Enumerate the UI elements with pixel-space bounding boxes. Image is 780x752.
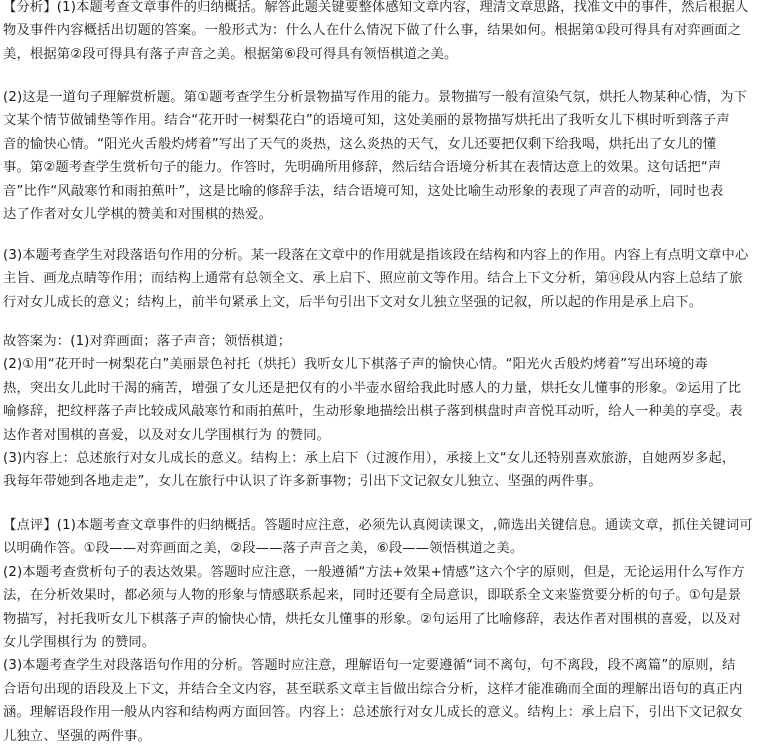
text-line: 女儿学围棋行为 的赞同。: [3, 635, 156, 651]
text-line: (2)①用“花开时一树梨花白”美丽景色衬托（烘托）我听女儿下棋落子声的愉快心情。“阳光火舌般灼烤着”写出环境的毒: [3, 357, 708, 373]
text-line: 物描写，衬托我听女儿下棋落子声的愉快心情，烘托女儿懂事的形象。②句运用了比喻修辞，表达作者对围棋的喜爱，以及对: [3, 611, 742, 627]
comment-paragraph: [3, 514, 775, 748]
text-line: 儿独立、坚强的两件事。: [3, 728, 151, 744]
text-line: 行对女儿成长的意义；结构上，前半句紧承上文，后半句引出下文对女儿独立坚强的记叙，所以起的作用是承上启下。: [3, 294, 703, 310]
text-line: 音的愉快心情。“阳光火舌般灼烤着”写出了天气的炎热，这么炎热的天气，女儿还要把仅剩下给我喝，烘托出了女儿的懂: [3, 136, 717, 152]
answer-paragraph: [3, 330, 775, 494]
text-line: (2)本题考查赏析句子的表达效果。答题时应注意，一般遵循“方法+效果+情感”这六个字的原则，但是，无论运用什么写作方: [3, 564, 745, 580]
text-line: 涵。理解语段作用一般从内容和结构两方面回答。内容上：总述旅行对女儿成长的意义。结构上：承上启下，引出下文记叙女: [3, 705, 743, 721]
text-line: 事。第②题考查学生赏析句子的能力。作答时，先明确所用修辞，然后结合语境分析其在表情达意上的效果。这句话把“声: [3, 160, 722, 176]
text-line: 【分析】(1)本题考查文章事件的归纳概括。解答此题关键要整体感知文章内容，理清文章思路，找准文中的事件，然后根据人: [3, 0, 749, 15]
text-line: 主旨、画龙点睛等作用；而结构上通常有总领全文、承上启下、照应前文等作用。结合上下文分析，第⑭段从内容上总结了旅: [3, 271, 743, 287]
text-line: 物及事件内容概括出切题的答案。一般形式为：什么人在什么情况下做了什么事，结果如何。根据第①段可得具有对弈画面之: [3, 23, 742, 39]
text-line: 文某个情节做铺垫等作用。结合“花开时一树梨花白”的语境可知，这处美丽的景物描写烘托出了我听女儿下棋时听到落子声: [3, 113, 730, 129]
text-line: 法，在分析效果时，都必须与人物的形象与情感联系起来，同时还要有全局意识，即联系全文来鉴赏要分析的句子。①句是景: [3, 588, 742, 604]
text-line: 合语句出现的语段及上下文，并结合全文内容，甚至联系文章主旨做出综合分析，这样才能准确而全面的理解出语句的真正内: [3, 681, 743, 697]
text-line: 音”比作“风敲寒竹和雨拍蕉叶”，这是比喻的修辞手法，结合语境可知，这处比喻生动形象的表现了声音的动听，同时也表: [3, 183, 724, 199]
text-line: 达作者对围棋的喜爱，以及对女儿学围棋行为 的赞同。: [3, 427, 331, 443]
text-line: 喻修辞，把纹枰落子声比较成风敲寒竹和雨拍蕉叶，生动形象地描绘出棋子落到棋盘时声音悦耳动听，给人一种美的享受。表: [3, 404, 743, 420]
question-3-analysis-paragraph: [3, 244, 775, 314]
text-line: 【点评】(1)本题考查文章事件的归纳概括。答题时应注意，必须先认真阅读课文，,筛选出关键信息。通读文章，抓住关键词可: [3, 518, 753, 533]
question-2-analysis-paragraph: [3, 86, 775, 226]
text-line: (3)本题考查学生对段落语句作用的分析。某一段落在文章中的作用就是指该段在结构和内容上的作用。内容上有点明文章中心: [3, 248, 749, 263]
text-line: 以明确作答。①段——对弈画面之美，②段——落子声音之美，⑥段——领悟棋道之美。: [3, 541, 524, 557]
text-line: (2)这是一道句子理解赏析题。第①题考查学生分析景物描写作用的能力。景物描写一般有渲染气氛，烘托人物某种心情，为下: [3, 90, 748, 105]
text-line: 热，突出女儿此时干渴的痛苦，增强了女儿还是把仅有的小半壶水留给我此时感人的力量，烘托女儿懂事的形象。②运用了比: [3, 380, 742, 396]
text-line: (3)本题考查学生对段落语句作用的分析。答题时应注意，理解语句一定要遵循“词不离句，句不离段，段不离篇”的原则，结: [3, 658, 736, 674]
text-line: 达了作者对女儿学棋的赞美和对围棋的热爱。: [3, 207, 272, 223]
text-line: 故答案为：(1)对弈画面；落子声音；领悟棋道；: [3, 334, 292, 349]
text-line: 美，根据第②段可得具有落子声音之美。根据第⑥段可得具有领悟棋道之美。: [3, 46, 458, 62]
text-line: (3)内容上：总述旅行对女儿成长的意义。结构上：承上启下（过渡作用），承接上文“女儿还特别喜欢旅游，自她两岁多起，: [3, 451, 736, 467]
text-line: 我每年带她到各地走走”，女儿在旅行中认识了许多新事物；引出下文记叙女儿独立、坚强的两件事。: [3, 474, 602, 490]
analysis-paragraph: [3, 0, 775, 66]
